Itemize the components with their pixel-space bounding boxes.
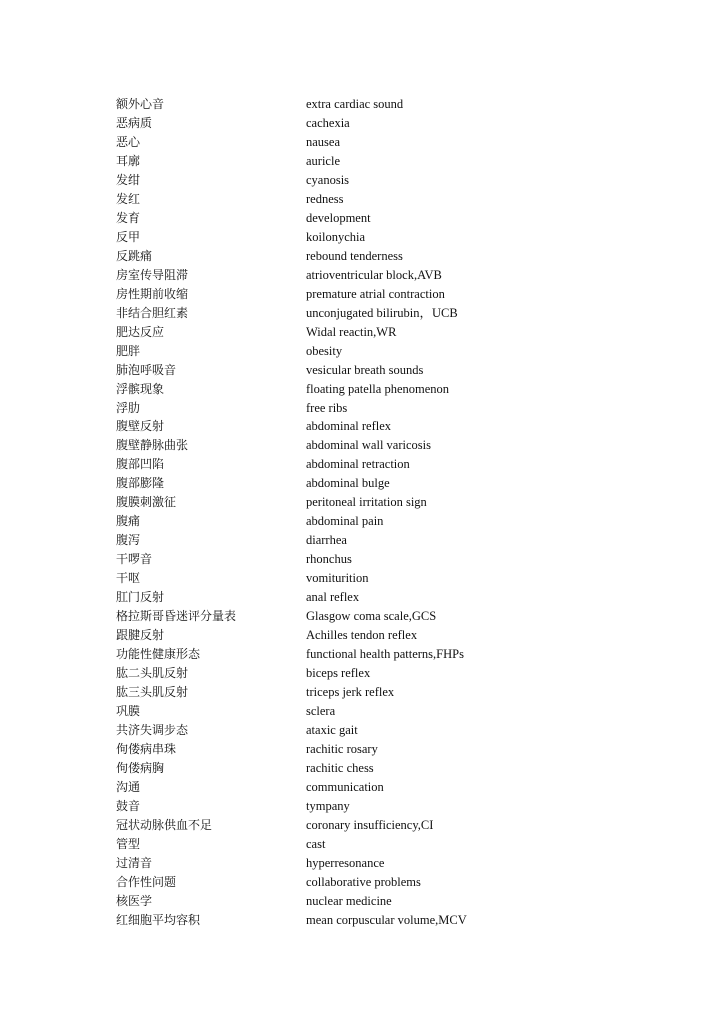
chinese-term: 共济失调步态 (116, 722, 189, 737)
glossary-row (116, 683, 596, 702)
english-term: sclera (306, 704, 336, 718)
glossary-row (116, 474, 596, 493)
glossary-row (116, 152, 596, 171)
chinese-term: 肱三头肌反射 (116, 685, 189, 700)
glossary-row (116, 854, 596, 873)
english-term: obesity (306, 343, 343, 358)
glossary-row (116, 607, 596, 626)
glossary-row (116, 380, 596, 399)
glossary-row (116, 455, 596, 474)
glossary-row (116, 550, 596, 569)
english-term: floating patella phenomenon (306, 381, 450, 396)
glossary-row (116, 436, 596, 455)
english-term: rhonchus (306, 552, 352, 567)
chinese-term: 腹部凹陷 (116, 457, 165, 472)
glossary-row (116, 304, 596, 323)
glossary-row (116, 835, 596, 854)
glossary-row (116, 702, 596, 721)
glossary-row (116, 664, 596, 683)
chinese-term: 恶心 (116, 134, 141, 149)
chinese-term: 反甲 (116, 229, 141, 244)
english-term: Achilles tendon reflex (306, 628, 418, 643)
glossary-row (116, 645, 596, 664)
english-term: abdominal bulge (306, 476, 390, 491)
chinese-term: 腹壁反射 (116, 419, 165, 434)
chinese-term: 功能性健康形态 (116, 647, 201, 662)
chinese-term: 肥达反应 (116, 324, 165, 339)
chinese-term: 非结合胆红素 (116, 305, 189, 320)
chinese-term: 佝偻病串珠 (116, 741, 177, 756)
chinese-term: 腹膜刺激征 (116, 495, 177, 510)
glossary-row (116, 114, 596, 133)
english-term: vesicular breath sounds (306, 362, 424, 377)
chinese-term: 腹泻 (116, 533, 141, 548)
glossary-row (116, 816, 596, 835)
chinese-term: 管型 (116, 836, 141, 851)
english-term: biceps reflex (306, 666, 371, 681)
glossary-row (116, 873, 596, 892)
chinese-term: 浮髌现象 (116, 381, 165, 396)
english-term: cyanosis (306, 172, 350, 187)
english-term: hyperresonance (306, 855, 385, 870)
glossary-row (116, 342, 596, 361)
chinese-term: 肥胖 (116, 343, 141, 358)
chinese-term: 冠状动脉供血不足 (116, 817, 213, 832)
english-term: Widal reactin,WR (306, 324, 397, 339)
glossary-row (116, 285, 596, 304)
chinese-term: 核医学 (116, 893, 153, 908)
english-term: koilonychia (306, 229, 366, 244)
chinese-term: 合作性问题 (116, 874, 177, 889)
glossary-row (116, 133, 596, 152)
glossary-row (116, 399, 596, 418)
english-term: redness (306, 191, 344, 206)
glossary-row (116, 171, 596, 190)
chinese-term: 耳廓 (116, 153, 141, 168)
glossary-row (116, 892, 596, 911)
glossary-row (116, 569, 596, 588)
english-term: development (306, 210, 371, 225)
english-term: unconjugated bilirubin，UCB (306, 305, 458, 320)
english-term: abdominal reflex (306, 419, 392, 434)
chinese-term: 红细胞平均容积 (116, 912, 201, 927)
glossary-row (116, 417, 596, 436)
english-term: vomiturition (306, 571, 369, 586)
chinese-term: 腹部膨隆 (116, 476, 165, 491)
glossary-row (116, 721, 596, 740)
glossary-row (116, 531, 596, 550)
english-term: auricle (306, 153, 341, 168)
english-term: extra cardiac sound (306, 97, 404, 111)
english-term: mean corpuscular volume,MCV (306, 912, 467, 927)
glossary-row (116, 740, 596, 759)
english-term: coronary insufficiency,CI (306, 817, 434, 832)
english-term: nuclear medicine (306, 893, 392, 908)
english-term: premature atrial contraction (306, 286, 445, 301)
chinese-term: 房室传导阻滞 (116, 267, 189, 282)
english-term: abdominal pain (306, 514, 384, 529)
chinese-term: 鼓音 (116, 798, 141, 813)
english-term: communication (306, 779, 384, 794)
chinese-term: 过清音 (116, 855, 153, 870)
english-term: collaborative problems (306, 874, 421, 889)
english-term: peritoneal irritation sign (306, 495, 427, 510)
chinese-term: 格拉斯哥昏迷评分量表 (116, 609, 237, 624)
glossary-row (116, 493, 596, 512)
chinese-term: 发绀 (116, 172, 141, 187)
glossary-row (116, 759, 596, 778)
english-term: atrioventricular block,AVB (306, 267, 442, 282)
english-term: Glasgow coma scale,GCS (306, 609, 437, 624)
chinese-term: 发红 (116, 191, 141, 206)
english-term: rebound tenderness (306, 248, 403, 263)
english-term: rachitic chess (306, 760, 374, 775)
english-term: cachexia (306, 115, 350, 130)
glossary-row (116, 361, 596, 380)
english-term: ataxic gait (306, 722, 358, 737)
english-term: free ribs (306, 400, 348, 415)
english-term: functional health patterns,FHPs (306, 647, 464, 662)
glossary-row (116, 266, 596, 285)
glossary-row (116, 911, 596, 930)
chinese-term: 额外心音 (116, 97, 165, 111)
glossary-list (116, 95, 596, 930)
chinese-term: 肱二头肌反射 (116, 666, 189, 681)
glossary-row (116, 626, 596, 645)
chinese-term: 恶病质 (116, 115, 153, 130)
english-term: diarrhea (306, 533, 347, 548)
chinese-term: 跟腱反射 (116, 628, 165, 643)
chinese-term: 发育 (116, 210, 141, 225)
chinese-term: 沟通 (116, 779, 141, 794)
english-term: cast (306, 836, 326, 851)
glossary-row (116, 190, 596, 209)
glossary-row (116, 323, 596, 342)
chinese-term: 肛门反射 (116, 590, 165, 605)
chinese-term: 肺泡呼吸音 (116, 362, 177, 377)
chinese-term: 干呕 (116, 571, 141, 586)
english-term: anal reflex (306, 590, 360, 605)
english-term: nausea (306, 134, 341, 149)
chinese-term: 腹壁静脉曲张 (116, 438, 189, 453)
english-term: abdominal retraction (306, 457, 410, 472)
english-term: triceps jerk reflex (306, 685, 395, 700)
glossary-row (116, 778, 596, 797)
english-term: rachitic rosary (306, 741, 378, 756)
english-term: tympany (306, 798, 350, 813)
glossary-row (116, 797, 596, 816)
glossary-row (116, 228, 596, 247)
glossary-row (116, 247, 596, 266)
english-term: abdominal wall varicosis (306, 438, 431, 453)
chinese-term: 佝偻病胸 (116, 760, 165, 775)
chinese-term: 房性期前收缩 (116, 286, 189, 301)
glossary-row (116, 512, 596, 531)
chinese-term: 反跳痛 (116, 248, 153, 263)
glossary-row (116, 588, 596, 607)
chinese-term: 浮肋 (116, 400, 141, 415)
chinese-term: 干啰音 (116, 552, 153, 567)
chinese-term: 巩膜 (116, 704, 141, 718)
glossary-row (116, 209, 596, 228)
chinese-term: 腹痛 (116, 514, 141, 529)
glossary-row (116, 95, 596, 114)
